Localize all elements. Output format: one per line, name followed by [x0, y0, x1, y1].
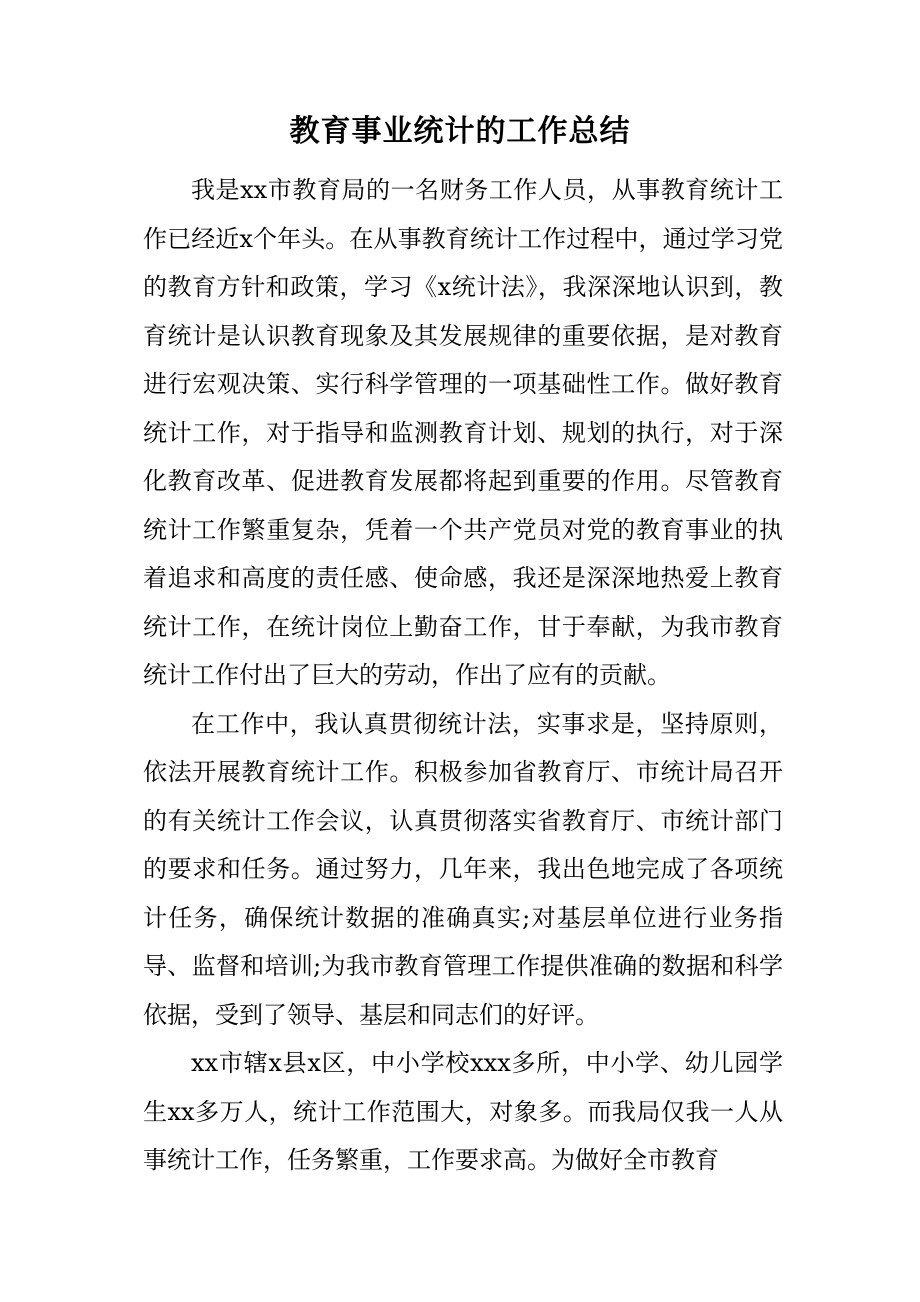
document-title: 教育事业统计的工作总结 — [289, 114, 631, 149]
paragraph-1: 我是xx市教育局的一名财务工作人员，从事教育统计工作已经近x个年头。在从事教育统计工作过程中，通过学习党的教育方针和政策，学习《x统计法》，我深深地认识到，教育统计是认识教育现象及其发展规律的重要依据，是对教育进行宏观决策、实行科学管理的一项基础性工作。做好教育统计工作，对于指导和监测教育计划、规划的执行，对于深化教育改革、促进教育发展都将起到重要的作用。尽管教育统计工作繁重复杂，凭着一个共产党员对党的教育事业的执着追求和高度的责任感、使命感，我还是深深地热爱上教育统计工作，在统计岗位上勤奋工作，甘于奉献，为我市教育统计工作付出了巨大的劳动，作出了应有的贡献。 — [143, 176, 783, 689]
document-body — [143, 166, 783, 1185]
paragraph-3: xx市辖x县x区，中小学校xxx多所，中小学、幼儿园学生xx多万人，统计工作范围大，对象多。而我局仅我一人从事统计工作，任务繁重，工作要求高。为做好全市教育 — [143, 1049, 783, 1174]
paragraph-2: 在工作中，我认真贯彻统计法，实事求是，坚持原则，依法开展教育统计工作。积极参加省教育厅、市统计局召开的有关统计工作会议，认真贯彻落实省教育厅、市统计部门的要求和任务。通过努力，几年来，我出色地完成了各项统计任务，确保统计数据的准确真实;对基层单位进行业务指导、监督和培训;为我市教育管理工作提供准确的数据和科学依据，受到了领导、基层和同志们的好评。 — [143, 709, 783, 1029]
